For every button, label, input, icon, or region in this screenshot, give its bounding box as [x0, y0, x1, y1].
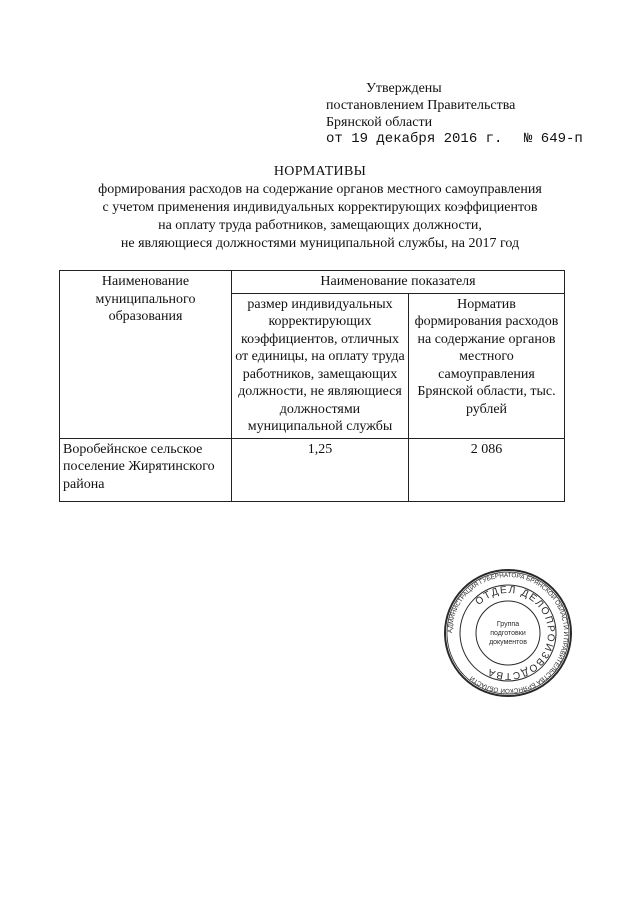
heading-line-4: не являющиеся должностями муниципальной службы, на 2017 год — [120, 236, 520, 251]
cell-norm: 2 086 — [409, 438, 565, 501]
seal-center-line-1: Группа — [496, 621, 520, 628]
header-municipality: Наименование муниципального образования — [60, 271, 232, 439]
seal-outer-text: АДМИНИСТРАЦИЯ ГУБЕРНАТОРА БРЯНСКОЙ ОБЛАСТИ И ПРАВИТЕЛЬСТВА БРЯНСКОЙ ОБЛАСТИ — [446, 571, 570, 695]
heading-line-2: с учетом применения индивидуальных корректирующих коэффициентов — [102, 200, 538, 215]
approval-line-2: постановлением Правительства — [326, 98, 516, 113]
official-seal-stamp — [443, 568, 573, 698]
header-norm: Норматив формирования расходов на содержание органов местного самоуправления Брянской области, тыс. рублей — [409, 293, 565, 438]
seal-center-line-2: подготовки — [490, 630, 526, 637]
heading-line-3: на оплату труда работников, замещающих должности, — [158, 218, 482, 233]
approval-block — [326, 80, 583, 148]
heading-line-1: формирования расходов на содержание органов местного самоуправления — [98, 182, 542, 197]
header-coefficient: размер индивидуальных корректирующих коэффициентов, отличных от единицы, на оплату труда работников, замещающих должности, не являющиеся должностями муниципальной службы — [232, 293, 409, 438]
approval-line-1: Утверждены — [366, 81, 442, 96]
table-header-row — [60, 271, 565, 294]
document-title: НОРМАТИВЫ — [273, 164, 367, 179]
approval-line-3: Брянской области — [326, 115, 433, 130]
approval-number: № 649-п — [524, 131, 583, 147]
document-heading — [40, 163, 600, 253]
approval-date: от 19 декабря 2016 г. — [326, 131, 503, 147]
header-indicator-group: Наименование показателя — [232, 271, 565, 294]
cell-coefficient: 1,25 — [232, 438, 409, 501]
cell-municipality-name: Воробейнское сельское поселение Жирятинского района — [60, 438, 232, 501]
norms-table — [59, 270, 565, 502]
seal-middle-text: ОТДЕЛ ДЕЛОПРОИЗВОДСТВА — [473, 584, 557, 682]
seal-center-line-3: документов — [489, 639, 527, 646]
table-row — [60, 438, 565, 501]
